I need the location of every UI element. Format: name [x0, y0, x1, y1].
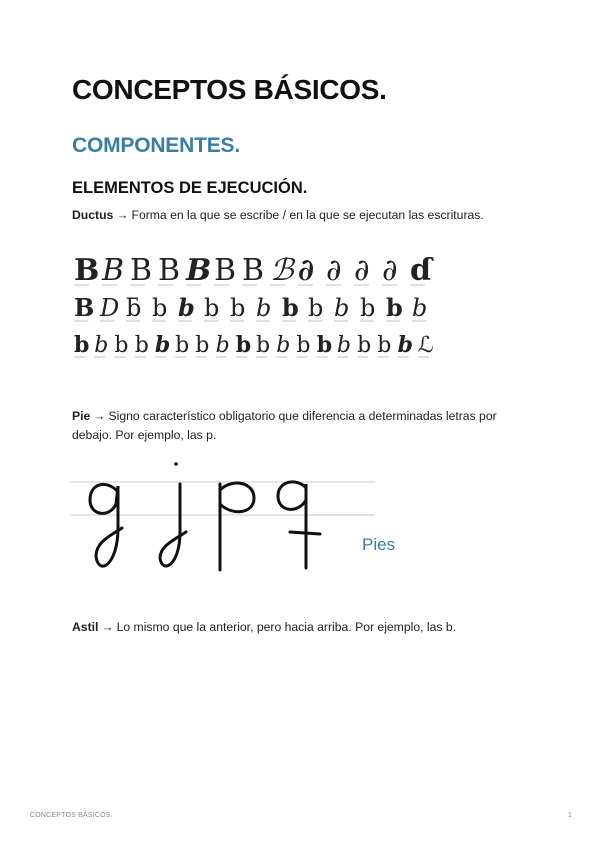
ductus-glyph: B — [242, 253, 265, 288]
ductus-glyph: ɗ — [410, 253, 432, 288]
ductus-glyph: B — [214, 253, 237, 288]
ductus-term: Ductus — [72, 208, 114, 222]
ductus-glyph: b — [336, 333, 351, 358]
ductus-glyph: ℬ — [270, 253, 294, 288]
pie-term: Pie — [72, 409, 91, 423]
ductus-glyph: b — [134, 333, 149, 358]
ductus-glyph: b — [215, 333, 230, 358]
section-title: COMPONENTES. — [72, 134, 240, 157]
arrow-icon: → — [116, 208, 129, 222]
handwritten-p — [220, 483, 254, 570]
ductus-glyph: b — [397, 332, 413, 358]
ductus-glyph: b — [74, 332, 90, 358]
ductus-glyph: ∂ — [298, 253, 315, 288]
footer-page-number: 1 — [568, 812, 572, 819]
ductus-glyph: B — [130, 253, 153, 288]
astil-definition: Lo mismo que la anterior, pero hacia arriba. Por ejemplo, las b. — [116, 620, 457, 634]
ductus-glyph: b — [152, 294, 168, 322]
ductus-glyph: B — [186, 253, 212, 288]
ductus-row-1 — [74, 253, 434, 288]
ductus-glyph: b — [204, 294, 220, 322]
ductus-glyph: b — [256, 294, 272, 322]
astil-term: Astil — [72, 620, 99, 634]
footer-document-title: CONCEPTOS BÁSICOS. — [30, 812, 113, 819]
ductus-glyph: b — [195, 333, 210, 358]
ductus-glyph: b — [178, 293, 195, 322]
ductus-glyph: b — [296, 333, 311, 358]
ductus-glyph: b — [308, 294, 324, 322]
ductus-glyph: B — [74, 253, 100, 288]
handwritten-q — [278, 482, 320, 568]
pie-handwriting-figure — [70, 458, 410, 582]
ductus-glyph: b — [377, 333, 392, 358]
ductus-glyph: D — [100, 294, 120, 322]
page-title: CONCEPTOS BÁSICOS. — [72, 74, 387, 105]
ductus-glyph: ∂ — [354, 253, 370, 288]
subsection-title: ELEMENTOS DE EJECUCIÓN. — [72, 179, 308, 197]
ductus-glyph: ƃ — [126, 294, 142, 322]
ductus-letterforms-figure — [70, 244, 434, 366]
arrow-icon: → — [101, 620, 114, 634]
ductus-glyph: b — [154, 332, 171, 358]
ductus-glyph: b — [230, 294, 246, 322]
ductus-glyph: b — [360, 294, 376, 322]
ductus-glyph: b — [334, 294, 350, 322]
handwritten-j — [160, 484, 186, 566]
handwritten-g — [90, 484, 122, 566]
pie-definition: Signo característico obligatorio que diferencia a determinadas letras por debajo. Por ejemplo, las p. — [72, 409, 497, 442]
ductus-definition: Forma en la que se escribe / en la que se ejecutan las escrituras. — [131, 208, 484, 222]
ductus-glyph: b — [235, 332, 252, 358]
handwritten-j-dot — [174, 462, 178, 466]
ductus-glyph: b — [386, 293, 403, 322]
ductus-glyph: B — [158, 253, 181, 288]
pie-paragraph — [72, 407, 532, 445]
ductus-row-2 — [74, 293, 427, 322]
ductus-paragraph — [72, 206, 532, 225]
ductus-glyph: b — [276, 333, 291, 358]
ductus-glyph: b — [412, 294, 428, 322]
ductus-glyph: b — [282, 293, 299, 322]
ductus-glyph: B — [102, 253, 125, 288]
ductus-glyph: ∂ — [326, 253, 342, 288]
ductus-row-3 — [74, 332, 434, 358]
ductus-glyph: b — [114, 333, 129, 358]
ductus-glyph: b — [175, 333, 190, 358]
ductus-glyph: ∂ — [382, 253, 398, 288]
ductus-glyph: ℒ — [417, 333, 434, 358]
arrow-icon: → — [93, 409, 106, 423]
ductus-glyph: b — [357, 333, 372, 358]
ductus-glyph: b — [256, 333, 271, 358]
ductus-glyph: B — [74, 293, 95, 322]
ductus-glyph: b — [316, 332, 333, 358]
ductus-glyph: b — [94, 333, 109, 358]
astil-paragraph — [72, 618, 532, 637]
pies-annotation: Pies — [362, 535, 396, 554]
